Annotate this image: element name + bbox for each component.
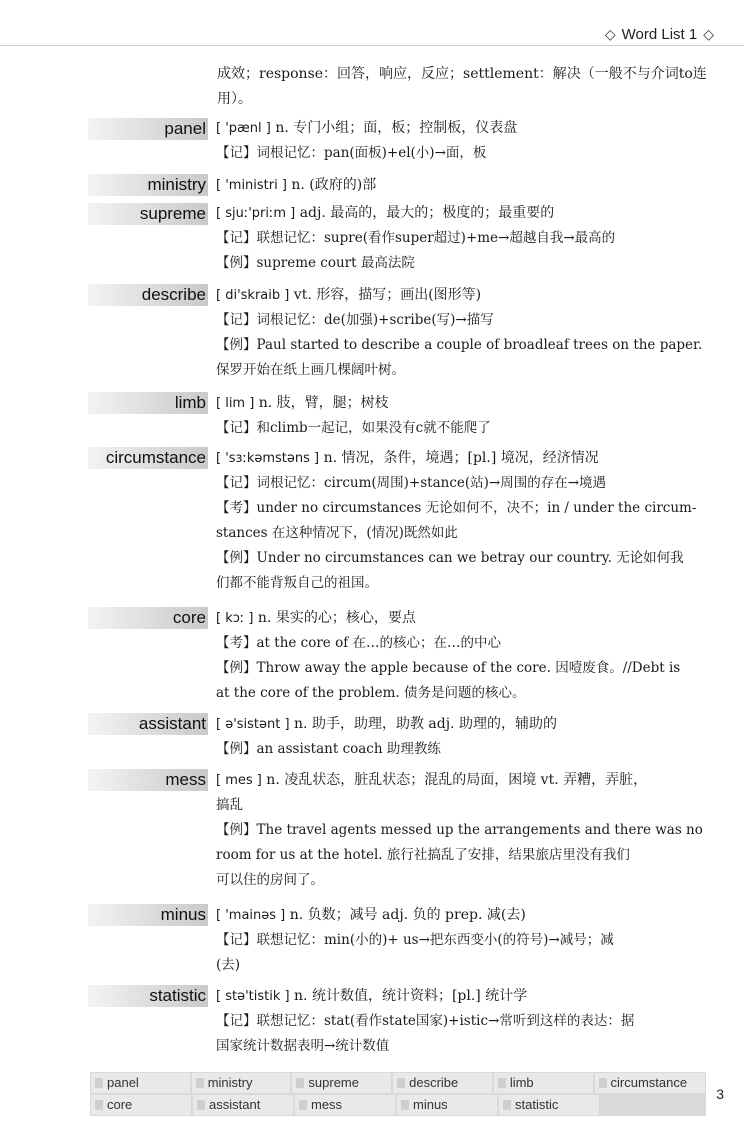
index-word: circumstance (595, 1073, 706, 1093)
headword: ministry (147, 175, 206, 194)
headword: circumstance (105, 448, 206, 467)
note-line-continued: (去) (216, 957, 241, 973)
definition (216, 984, 710, 1059)
example-translation: 们都不能背叛自己的祖国。 (216, 575, 378, 591)
example-translation: 保罗开始在纸上画几棵阔叶树。 (216, 362, 405, 378)
index-word: limb (494, 1073, 593, 1093)
header-title-text: Word List 1 (621, 26, 698, 43)
pronunciation: [ stə'tistik ] (216, 989, 290, 1004)
exam-line: 【考】under no circumstances 无论如何不，决不；in / under the circum- (216, 500, 697, 516)
headword: core (172, 608, 206, 627)
example-line-continued: at the core of the problem. 债务是问题的核心。 (216, 685, 526, 701)
definition (216, 712, 710, 762)
exam-line-continued: stances 在这种情况下，(情况)既然如此 (216, 525, 458, 541)
note-line-continued: 国家统计数据表明→统计数值 (216, 1038, 390, 1054)
index-word: describe (393, 1073, 492, 1093)
pronunciation: [ kɔː ] (216, 611, 254, 626)
definition (216, 606, 710, 706)
intro-text: 成效；response：回答，响应，反应；settlement：解决（一般不与介词to连用）。 (217, 66, 707, 107)
word-index-box (90, 1072, 706, 1116)
pronunciation: [ ə'sistənt ] (216, 717, 290, 732)
meaning-continued: 搞乱 (216, 797, 243, 813)
pronunciation: [ 'sɜːkəmstəns ] (216, 451, 320, 466)
note-line: 【记】联想记忆：supre(看作super超过)+me→超越自我→最高的 (216, 230, 616, 246)
example-line-continued: room for us at the hotel. 旅行社搞乱了安排，结果旅店里没有我们 (216, 847, 630, 863)
definition (216, 201, 710, 276)
meaning: n. 肢，臂，腿；树枝 (258, 395, 389, 411)
definition (216, 116, 710, 166)
exam-line: 【考】at the core of 在…的核心；在…的中心 (216, 635, 502, 651)
index-word: ministry (192, 1073, 291, 1093)
meaning: n. 负数；减号 adj. 负的 prep. 减(去) (289, 907, 526, 923)
note-line: 【记】词根记忆：circum(周围)+stance(站)→周围的存在→境遇 (216, 475, 607, 491)
headword: supreme (139, 204, 206, 223)
headword: minus (160, 905, 206, 924)
meaning: n. 果实的心；核心，要点 (257, 610, 416, 626)
definition (216, 768, 710, 893)
meaning: n. (政府的)部 (291, 177, 377, 193)
meaning: n. 助手，助理，助教 adj. 助理的，辅助的 (294, 716, 557, 732)
definition (216, 446, 710, 596)
meaning: n. 凌乱状态，脏乱状态；混乱的局面，困境 vt. 弄糟，弄脏， (266, 772, 648, 788)
page-number: 3 (716, 1086, 724, 1102)
example-line: 【例】an assistant coach 助理教练 (216, 741, 441, 757)
pronunciation: [ 'mainəs ] (216, 908, 286, 923)
note-line: 【记】词根记忆：pan(面板)+el(小)→面，板 (216, 145, 487, 161)
index-word: supreme (292, 1073, 391, 1093)
headword: statistic (149, 986, 206, 1005)
index-word: minus (397, 1095, 497, 1115)
meaning: n. 统计数值，统计资料；[pl.] 统计学 (294, 988, 528, 1004)
headword: assistant (138, 714, 206, 733)
note-line: 【记】联想记忆：min(小的)+ us→把东西变小(的符号)→减号；减 (216, 932, 614, 948)
index-word: panel (91, 1073, 190, 1093)
note-line: 【记】和climb一起记，如果没有c就不能爬了 (216, 420, 491, 436)
example-line: 【例】Paul started to describe a couple of broadleaf trees on the paper. (216, 337, 703, 353)
diamond-icon-left: ◇ (604, 26, 616, 42)
meaning: n. 专门小组；面，板；控制板，仪表盘 (275, 120, 518, 136)
pronunciation: [ 'ministri ] (216, 178, 287, 193)
pronunciation: [ di'skraib ] (216, 288, 290, 303)
index-word: statistic (499, 1095, 599, 1115)
definition (216, 283, 710, 383)
example-line: 【例】The travel agents messed up the arrangements and there was no (216, 822, 703, 838)
page-header (0, 0, 744, 46)
header-title (605, 26, 714, 43)
index-row-1 (90, 1072, 706, 1094)
headword: describe (141, 285, 206, 304)
meaning: adj. 最高的，最大的；极度的；最重要的 (299, 205, 555, 221)
meaning: vt. 形容，描写；画出(图形等) (293, 287, 482, 303)
meaning: n. 情况，条件，境遇；[pl.] 境况，经济情况 (323, 450, 599, 466)
definition (216, 173, 710, 198)
diamond-icon-right: ◇ (703, 26, 714, 42)
index-row-2 (90, 1094, 706, 1116)
example-line: 【例】Under no circumstances can we betray our country. 无论如何我 (216, 550, 684, 566)
pronunciation: [ 'pænl ] (216, 121, 271, 136)
example-line: 【例】supreme court 最高法院 (216, 255, 415, 271)
headword: mess (165, 770, 206, 789)
header-divider (0, 45, 744, 46)
index-word: assistant (193, 1095, 293, 1115)
index-word: core (91, 1095, 191, 1115)
pronunciation: [ sjuː'priːm ] (216, 206, 296, 221)
headword: panel (164, 119, 206, 138)
headword: limb (174, 393, 206, 412)
pronunciation: [ lim ] (216, 396, 255, 411)
example-translation: 可以住的房间了。 (216, 872, 324, 888)
definition (216, 391, 710, 441)
pronunciation: [ mes ] (216, 773, 262, 788)
note-line: 【记】联想记忆：stat(看作state国家)+istic→常听到这样的表达：据 (216, 1013, 635, 1029)
example-line: 【例】Throw away the apple because of the core. 因噎废食。//Debt is (216, 660, 681, 676)
index-word: mess (295, 1095, 395, 1115)
definition (216, 903, 710, 978)
note-line: 【记】词根记忆：de(加强)+scribe(写)→描写 (216, 312, 494, 328)
